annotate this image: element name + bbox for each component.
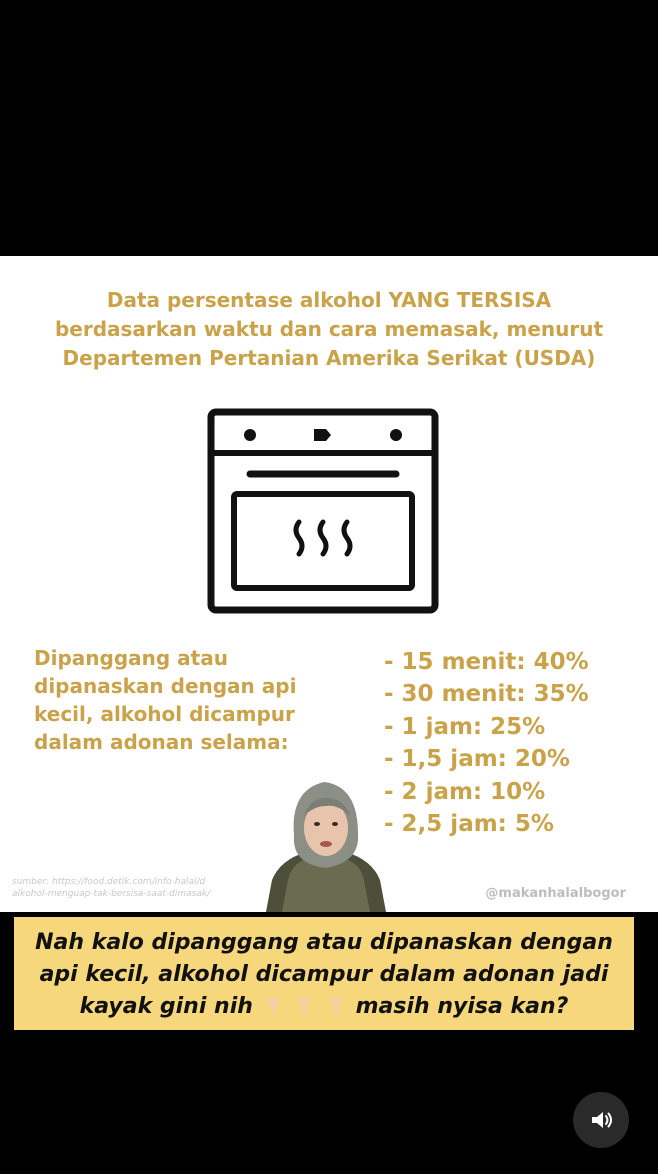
caption-line: Nah kalo dipanggang atau dipanaskan dengan (35, 930, 613, 955)
info-card (0, 256, 658, 912)
subtitle-caption (14, 917, 634, 1030)
caption-line: api kecil, alkohol dicampur dalam adonan jadi (39, 962, 609, 987)
source-line: alkohol-menguap-tak-bersisa-saat-dimasak/ (12, 889, 211, 899)
headline-line: Departemen Pertanian Amerika Serikat (USDA) (62, 346, 596, 370)
source-line: sumber: https://food.detik.com/info-halal/d (12, 877, 206, 887)
list-item: - 2,5 jam: 5% (384, 810, 554, 837)
caption-text: masih nyisa kan? (355, 994, 569, 1019)
oven-icon (206, 408, 440, 614)
text-line: kecil, alkohol dicampur (34, 702, 295, 726)
list-item: - 1 jam: 25% (384, 713, 546, 740)
headline-line: Data persentase alkohol YANG TERSISA (106, 288, 552, 312)
text-line: dalam adonan selama: (34, 730, 289, 754)
sound-toggle-button[interactable] (573, 1092, 629, 1148)
cooking-method-text (34, 644, 334, 756)
text-line: dipanaskan dengan api (34, 674, 297, 698)
list-item: - 2 jam: 10% (384, 778, 546, 805)
pointing-down-hand-icon (264, 996, 282, 1016)
list-item: - 30 menit: 35% (384, 681, 589, 708)
speaker-icon (588, 1107, 614, 1133)
account-handle: @makanhalalbogor (485, 886, 626, 901)
presenter-video-cutout (266, 776, 386, 912)
list-item: - 1,5 jam: 20% (384, 746, 570, 773)
pointing-down-hand-icon (327, 996, 345, 1016)
text-line: Dipanggang atau (34, 646, 228, 670)
pointing-down-hand-icon (295, 996, 313, 1016)
headline (20, 286, 638, 373)
caption-line (22, 991, 626, 1023)
caption-text: kayak gini nih (79, 994, 253, 1019)
headline-line: berdasarkan waktu dan cara memasak, menurut (54, 317, 604, 341)
list-item: - 15 menit: 40% (384, 649, 589, 675)
duration-percentage-list (384, 646, 589, 840)
